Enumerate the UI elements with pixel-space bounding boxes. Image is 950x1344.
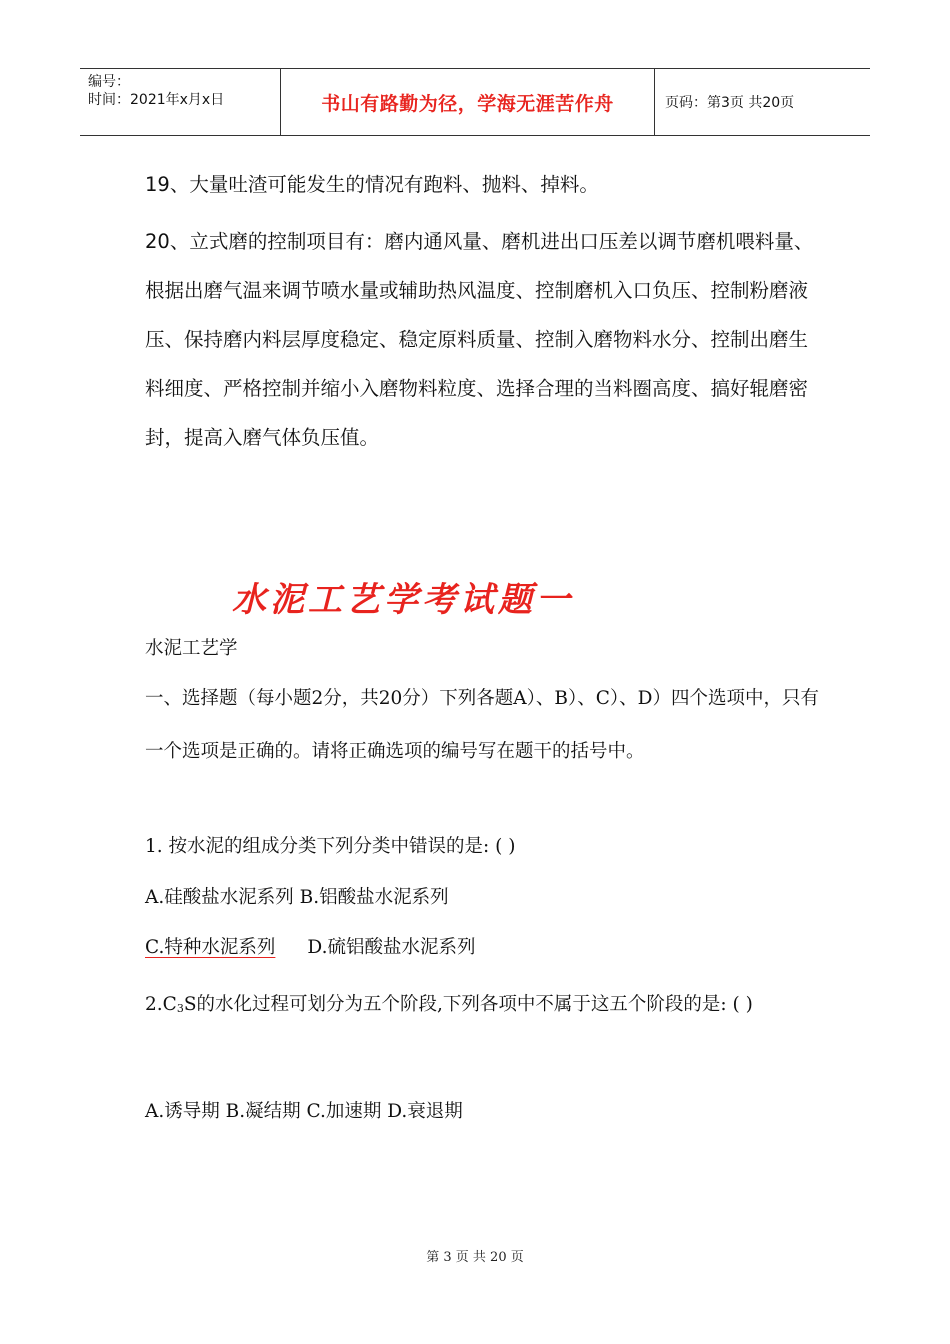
header-page-info: 页码：第3页 共20页 <box>665 95 795 111</box>
header-motto: 书山有路勤为径，学海无涯苦作舟 <box>281 69 655 135</box>
question-1-options-cd <box>145 932 825 964</box>
exam-title: 水泥工艺学考试题一 <box>232 580 574 620</box>
question-1-option-c: C.特种水泥系列 <box>145 937 276 958</box>
question-2-stem: $2.C_3S$的水化过程可划分为五个阶段,下列各项中不属于这五个阶段的是: ( ) <box>145 994 753 1015</box>
item-19: 19、大量吐渣可能发生的情况有跑料、抛料、掉料。 <box>145 173 599 196</box>
item-20: 20、立式磨的控制项目有：磨内通风量、磨机进出口压差以调节磨机喂料量、根据出磨气温来调节喷水量或辅助热风温度、控制磨机入口负压、控制粉磨液压、保持磨内料层厚度稳定、稳定原料质量、控制入磨物料水分、控制出磨生料细度、严格控制并缩小入磨物料粒度、选择合理的当料圈高度、搞好辊磨密封，提高入磨气体负压值。 <box>145 230 814 449</box>
question-1-stem: 1. 按水泥的组成分类下列分类中错误的是: ( ) <box>145 836 516 857</box>
question-2-options: A.诱导期 B.凝结期 C.加速期 D.衰退期 <box>145 1101 463 1122</box>
question-1-option-d: D.硫铝酸盐水泥系列 <box>307 937 476 958</box>
page-header <box>80 68 870 136</box>
section-instructions: 一、选择题（每小题2分，共20分）下列各题A）、B）、C）、D）四个选项中，只有一个选项是正确的。请将正确选项的编号写在题干的括号中。 <box>145 688 820 762</box>
page-footer: 第 3 页 共 20 页 <box>426 1250 524 1265</box>
document-time-label: 时间：2021年x月x日 <box>88 92 225 108</box>
document-number-label: 编号： <box>88 74 130 90</box>
exam-subject: 水泥工艺学 <box>145 638 238 659</box>
header-meta <box>80 69 281 135</box>
question-1-options-ab: A.硅酸盐水泥系列 B.铝酸盐水泥系列 <box>145 887 449 908</box>
